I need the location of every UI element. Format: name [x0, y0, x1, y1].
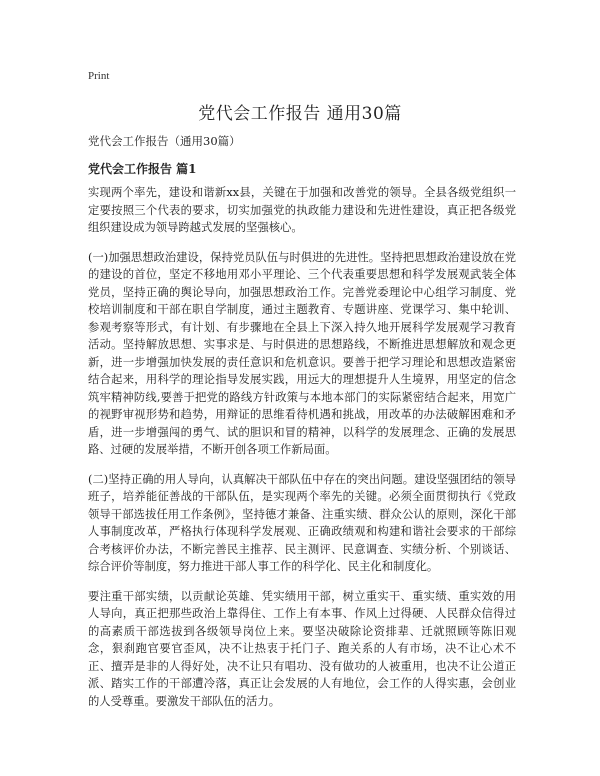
- paragraph-1: 实现两个率先，建设和谐新xx县，关键在于加强和改善党的领导。全县各级党组织一定要按照三个代表的要求，切实加强党的执政能力建设和先进性建设，真正把各级党组织建设成为领导跨越式发展的坚强核心。: [88, 186, 516, 234]
- paragraph-3: (二)坚持正确的用人导向，认真解决干部队伍中存在的突出问题。建设坚强团结的领导班子，培养能征善战的干部队伍，是实现两个率先的关键。必须全面贯彻执行《党政领导干部选拔任用工作条例》，坚持德才兼备、注重实绩、群众公认的原则，深化干部人事制度改革，严格执行体现科学发展观、正确政绩观和构建和谐社会要求的干部综合考核评价办法，不断完善民主推荐、民主测评、民意调查、实绩分析、个别谈话、综合评价等制度，努力推进干部人事工作的科学化、民主化和制度化。: [88, 472, 516, 573]
- print-link[interactable]: Print: [88, 70, 110, 82]
- document-title: 党代会工作报告 通用30篇: [198, 104, 402, 124]
- paragraph-2: (一)加强思想政治建设，保持党员队伍与时俱进的先进性。坚持把思想政治建设放在党的建设的首位，坚定不移地用邓小平理论、三个代表重要思想和科学发展观武装全体党员，坚持正确的舆论导向，加强思想政治工作。完善党委理论中心组学习制度、党校培训制度和干部在职自学制度，通过主题教育、专题讲座、党课学习、集中轮训、参观考察等形式，有计划、有步骤地在全县上下深入持久地开展科学发展观学习教育活动。坚持解放思想、实事求是、与时俱进的思想路线，不断推进思想解放和观念更新，进一步增强加快发展的责任意识和危机意识。要善于把学习理论和思想改造紧密结合起来，用科学的理论指导发展实践，用远大的理想提升人生境界，用坚定的信念筑牢精神防线,要善于把党的路线方针政策与本地本部门的实际紧密结合起来，用宽广的视野审视形势和趋势，用辩证的思维看待机遇和挑战，用改革的办法破解困难和矛盾，进一步增强闯的勇气、试的胆识和冒的精神，以科学的发展理念、正确的发展思路、过硬的发展举措，不断开创各项工作新局面。: [88, 250, 516, 456]
- paragraph-4: 要注重干部实绩，以贡献论英雄、凭实绩用干部，树立重实干、重实绩、重实效的用人导向，真正把那些政治上靠得住、工作上有本事、作风上过得硬、人民群众信得过的高素质干部选拔到各级领导岗位上来。要坚决破除论资排辈、迁就照顾等陈旧观念，狠刹跑官要官歪风，决不让热衷于托门子、跑关系的人有市场，决不让心术不正、擅弄是非的人得好处，决不让只有唱功、没有做功的人被重用，也决不让公道正派、踏实工作的干部遭冷落，真正让会发展的人有地位，会工作的人得实惠，会创业的人受尊重。要激发干部队伍的活力。: [88, 589, 516, 708]
- body-content: [88, 184, 516, 722]
- section-heading: 党代会工作报告 篇1: [88, 162, 197, 176]
- document-subtitle: 党代会工作报告（通用30篇）: [88, 134, 241, 148]
